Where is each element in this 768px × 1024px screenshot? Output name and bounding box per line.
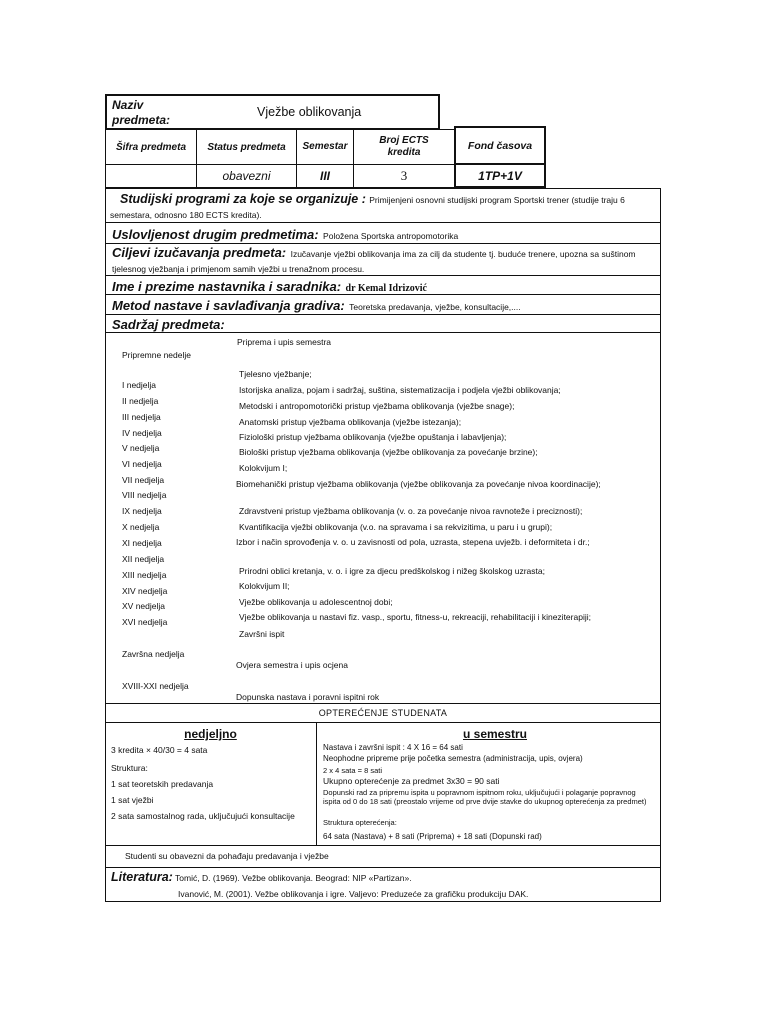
goals-section — [105, 244, 661, 276]
supplementary-weeks-text: Dopunska nastava i poravni ispitni rok — [236, 692, 380, 702]
week-topic: Istorijska analiza, pojam i sadržaj, suština, sistematizacija i podjela vježbi oblikovanja; — [239, 385, 561, 395]
programs-label: Studijski programi za koje se organizuje : — [120, 192, 366, 206]
semestar-value: III — [296, 164, 354, 188]
week-label: XV nedjelja — [122, 601, 166, 611]
semester-line: 64 sata (Nastava) + 8 sati (Priprema) + 18 sati (Dopunski rad) — [323, 832, 542, 841]
week-label: III nedjelja — [122, 412, 161, 422]
week-topic: Biološki pristup vježbama oblikovanja (vježbe oblikovanja za povećanje brzine); — [239, 447, 538, 457]
preparatory-weeks-text: Priprema i upis semestra — [237, 337, 332, 347]
method-section — [105, 295, 661, 315]
week-topic: Kolokvijum I; — [239, 463, 288, 473]
col-fond: Fond časova — [454, 126, 546, 165]
week-topic: Fiziološki pristup vježbama oblikovanja (vježbe opuštanja i labavljenja); — [239, 432, 507, 442]
week-label: XIII nedjelja — [122, 570, 167, 580]
week-topic: Metodski i antropomotorički pristup vježbama oblikovanja (vježbe snage); — [239, 401, 515, 411]
method-text: Teoretska predavanja, vježbe, konsultacije,.... — [349, 302, 521, 312]
week-topic: Anatomski pristup vježbama oblikovanja (vježbe istezanja); — [239, 417, 462, 427]
col-status: Status predmeta — [196, 129, 297, 165]
week-label: XVI nedjelja — [122, 617, 168, 627]
literature-section — [105, 868, 661, 902]
week-topic: Zdravstveni pristup vježbama oblikovanja (v. o. za povećanje nivoa ravnoteže i preciznosti); — [239, 506, 583, 516]
status-value: obavezni — [196, 164, 297, 188]
semester-line: Ukupno opterećenje za predmet 3x30 = 90 sati — [323, 776, 500, 786]
literature-item: Tomić, D. (1969). Vežbe oblikovanja. Beograd: NIP «Partizan». — [175, 873, 412, 883]
workload-divider — [316, 723, 317, 846]
prerequisites-label: Uslovljenost drugim predmetima: — [112, 227, 319, 242]
teacher-label: Ime i prezime nastavnika i saradnika: — [112, 279, 342, 294]
week-label: IX nedjelja — [122, 506, 162, 516]
week-label: II nedjelja — [122, 396, 159, 406]
week-label: XIV nedjelja — [122, 586, 168, 596]
week-label: VIII nedjelja — [122, 490, 167, 500]
prerequisites-text: Položena Sportska antropomotorika — [323, 231, 459, 241]
weekly-line: 1 sat teoretskih predavanja — [111, 779, 214, 789]
week-label: V nedjelja — [122, 443, 160, 453]
content-label: Sadržaj predmeta: — [112, 317, 225, 332]
ects-value: 3 — [353, 164, 455, 188]
week-topic: Završni ispit — [239, 629, 285, 639]
final-week-text: Ovjera semestra i upis ocjena — [236, 660, 348, 670]
method-label: Metod nastave i savlađivanja gradiva: — [112, 298, 345, 313]
col-ects: Broj ECTS kredita — [353, 129, 455, 165]
teacher-name: dr Kemal Idrizović — [345, 283, 427, 294]
supplementary-weeks-label: XVIII-XXI nedjelja — [122, 681, 189, 691]
weekly-line: Struktura: — [111, 763, 148, 773]
week-label: IV nedjelja — [122, 428, 162, 438]
semester-line: Struktura opterećenja: — [323, 818, 397, 827]
workload-title: OPTEREĆENJE STUDENATA — [318, 708, 448, 718]
col-semestar: Semestar — [296, 129, 354, 165]
week-topic: Vježbe oblikovanja u adolescentnoj dobi; — [239, 597, 393, 607]
week-label: XII nedjelja — [122, 554, 165, 564]
teacher-section — [105, 276, 661, 295]
final-week-label: Završna nedjelja — [122, 649, 185, 659]
semester-line: Dopunski rad za pripremu ispita u popravnom ispitnom roku, uključujući i polaganje popravnog ispita od 0 do 18 sati (preostalo vrijeme od prve dvije stavke do ukupnog opterećenja za predmet) — [323, 788, 647, 806]
literature-first-line — [111, 870, 656, 884]
weekly-line: 2 sata samostalnog rada, uključujući konsultacije — [111, 811, 295, 821]
literature-item: Ivanović, M. (2001). Vežbe oblikovanja i igre. Valjevo: Preduzeće za grafičku produkciju DAK. — [178, 889, 529, 899]
sifra-value — [105, 164, 197, 188]
week-label: XI nedjelja — [122, 538, 162, 548]
semester-line: Nastava i završni ispit : 4 X 16 = 64 sati — [323, 743, 463, 752]
fond-value: 1TP+1V — [454, 164, 546, 188]
goals-text: Izučavanje vježbi oblikovanja ima za cilj da studente tj. buduće trenere, upozna sa suštinom tjelesnog vježbanja i primjenom samih vježbi u trenažnom procesu. — [112, 249, 636, 274]
week-topic: Izbor i način sprovođenja v. o. u zavisnosti od pola, uzrasta, stepena uvježb. i deformiteta i dr.; — [236, 537, 590, 547]
week-label: X nedjelja — [122, 522, 160, 532]
week-topic: Tjelesno vježbanje; — [239, 369, 312, 379]
course-name-box — [105, 94, 440, 130]
week-label: VII nedjelja — [122, 475, 165, 485]
weekly-line: 3 kredita × 40/30 = 4 sata — [111, 745, 208, 755]
week-topic: Vježbe oblikovanja u nastavi fiz. vasp., sportu, fitness-u, rekreaciji, rehabilitaciji i kineziterapiji; — [239, 612, 591, 622]
week-topic: Kvantifikacija vježbi oblikovanja (v.o. na spravama i sa rekvizitima, u paru i u grupi); — [239, 522, 553, 532]
week-label: I nedjelja — [122, 380, 157, 390]
week-topic: Prirodni oblici kretanja, v. o. i igre za djecu predškolskog i nižeg školskog uzrasta; — [239, 566, 545, 576]
programs-section — [105, 188, 661, 223]
workload-title-row — [105, 704, 661, 723]
weekly-title: nedjeljno — [184, 727, 237, 741]
col-sifra: Šifra predmeta — [105, 129, 197, 165]
week-label: VI nedjelja — [122, 459, 162, 469]
semester-title: u semestru — [462, 727, 528, 741]
week-topic: Biomehanički pristup vježbama oblikovanja (vježbe oblikovanja za povećanje nivoa koordinacije); — [236, 479, 601, 489]
content-label-row — [105, 315, 661, 333]
semester-line: Neophodne pripreme prije početka semestra (administracija, upis, ovjera) — [323, 754, 583, 763]
preparatory-weeks-label: Pripremne nedelje — [122, 350, 191, 360]
obligations-text: Studenti su obavezni da pohađaju predavanja i vježbe — [125, 851, 329, 861]
prerequisites-section — [105, 223, 661, 244]
obligations-row — [105, 846, 661, 868]
week-topic: Kolokvijum II; — [239, 581, 290, 591]
course-name-label: Naziv predmeta: — [112, 98, 171, 127]
goals-label: Ciljevi izučavanja predmeta: — [112, 245, 287, 260]
course-name-value: Vježbe oblikovanja — [257, 105, 362, 119]
programs-text: Primijenjeni osnovni studijski program Sportski trener (studije traju 6 semestara, odnosno 180 ECTS kredita). — [110, 195, 625, 220]
weekly-line: 1 sat vježbi — [111, 795, 154, 805]
semester-line: 2 x 4 sata = 8 sati — [323, 766, 382, 775]
literature-label: Literatura: — [111, 870, 173, 884]
